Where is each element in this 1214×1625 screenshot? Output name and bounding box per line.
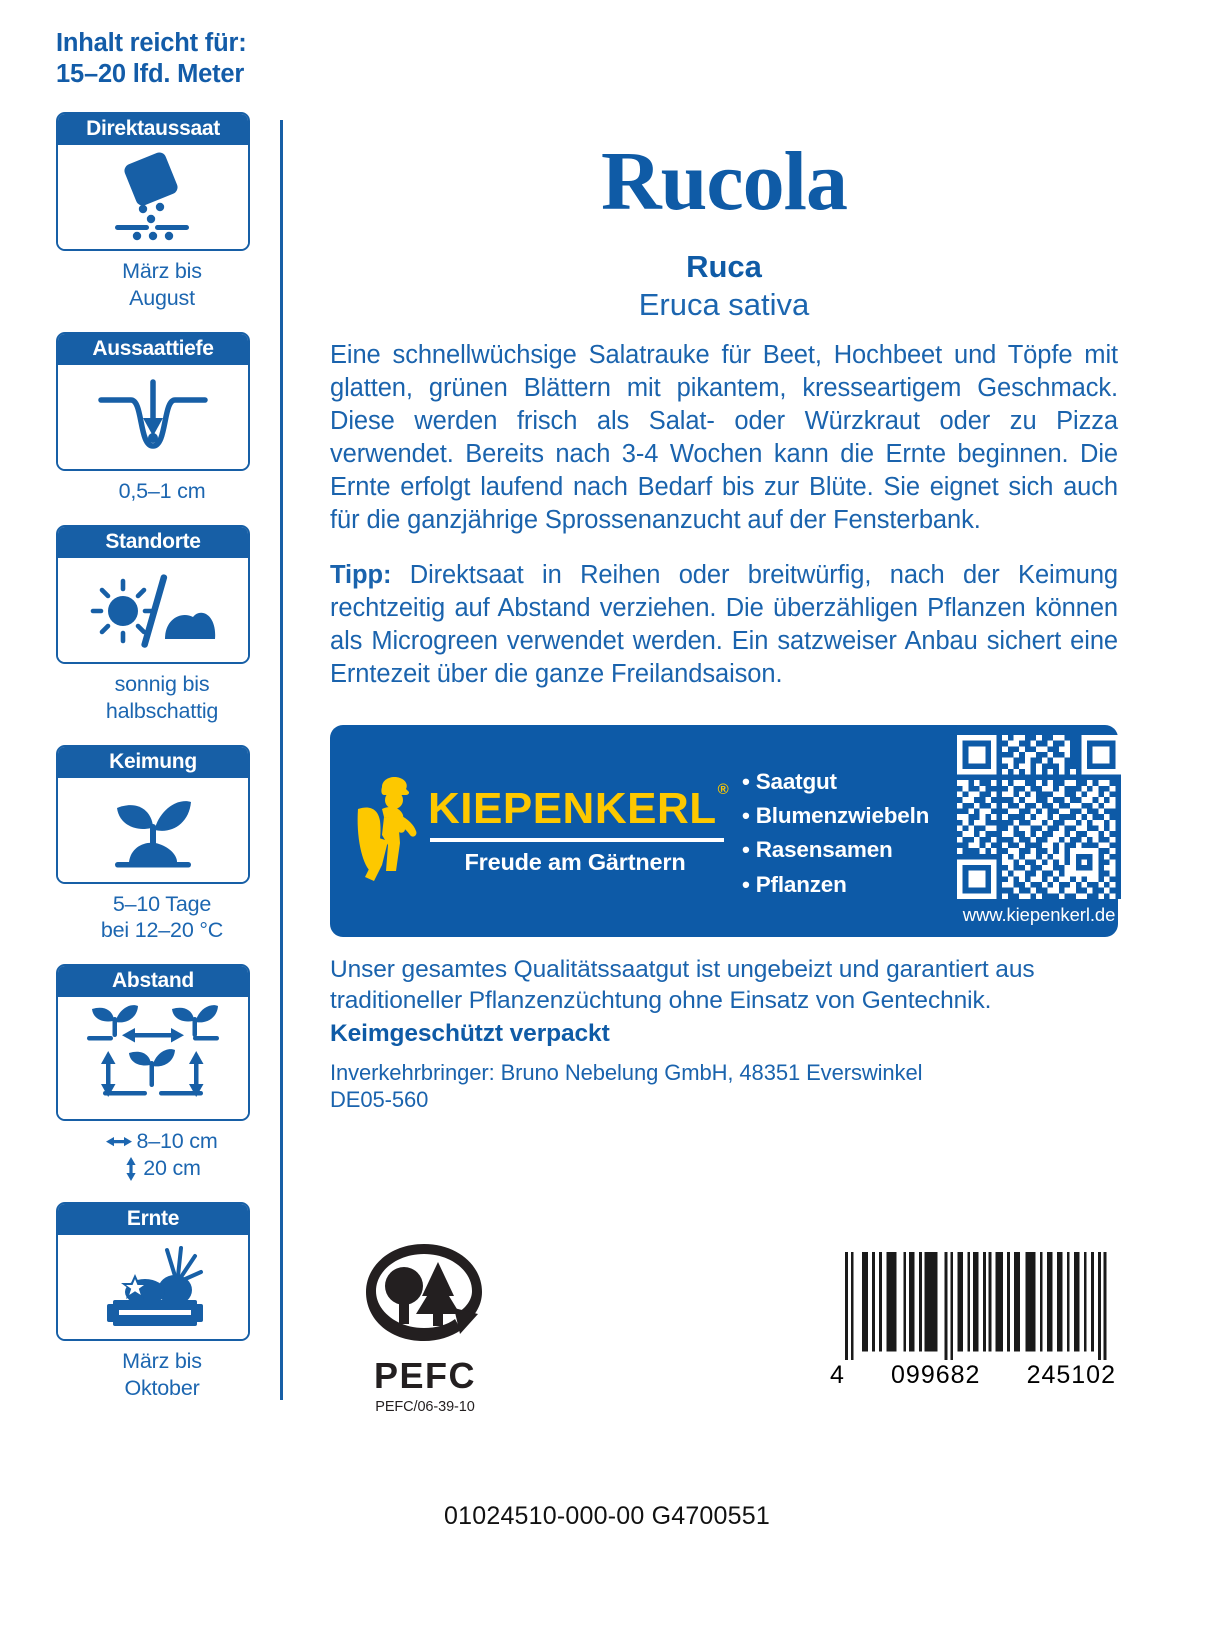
spacing-vertical xyxy=(56,1155,268,1182)
spacing-horizontal xyxy=(56,1128,268,1155)
list-item: • Blumenzwiebeln xyxy=(742,799,957,833)
plant-spacing-icon xyxy=(58,997,248,1119)
caption-line-2: halbschattig xyxy=(105,698,219,723)
info-card xyxy=(56,964,250,1121)
distributor-line-2: DE05-560 xyxy=(330,1087,429,1113)
brand-category-list xyxy=(742,761,957,902)
list-item: • Pflanzen xyxy=(742,868,957,902)
packaging-note: Keimgeschützt verpackt xyxy=(330,1019,610,1047)
barcode-digit-group-1: 4 xyxy=(830,1361,845,1389)
info-block-standorte xyxy=(56,525,268,739)
caption-line-1: März bis xyxy=(122,1349,202,1374)
list-item: • Rasensamen xyxy=(742,833,957,867)
cultivation-sidebar xyxy=(56,28,268,1422)
pefc-wordmark: PEFC xyxy=(373,1355,476,1396)
info-card-title: Direktaussaat xyxy=(58,114,248,145)
brand-wordmark-block xyxy=(428,781,730,876)
content-coverage-value: 15–20 lfd. Meter xyxy=(56,60,245,89)
info-block-abstand xyxy=(56,964,268,1196)
tip-text: Direktsaat in Reihen oder breitwürfig, nach der Keimung rechtzeitig auf Abstand verziehen. Die überzähligen Pflanzen können als Microgreen verwendet werden. Ein satzweiser Anbau sichert eine Erntezeit über die ganze Freilandsaison. xyxy=(330,561,1118,689)
caption-line-2: August xyxy=(129,286,195,311)
brand-wordmark xyxy=(428,781,730,833)
brand-logo xyxy=(356,775,730,887)
common-name: Ruca xyxy=(686,249,762,284)
info-card xyxy=(56,112,250,251)
info-card xyxy=(56,525,250,664)
barcode xyxy=(828,1252,1118,1390)
info-card-caption xyxy=(56,251,268,326)
info-card-title: Abstand xyxy=(58,966,248,997)
info-card-caption xyxy=(56,664,268,739)
info-block-aussaattiefe xyxy=(56,332,268,519)
seedling-icon xyxy=(58,778,248,882)
sowing-depth-icon xyxy=(58,365,248,469)
registered-mark: ® xyxy=(717,781,730,799)
caption-line-2: 20 cm xyxy=(143,1156,201,1181)
info-card-caption xyxy=(56,1121,268,1196)
info-card-caption xyxy=(56,1341,268,1416)
caption-line-1: März bis xyxy=(122,259,202,284)
brand-banner xyxy=(330,725,1118,937)
caption-line-1: sonnig bis xyxy=(114,671,210,696)
main-content xyxy=(330,135,1118,1114)
tip-label: Tipp: xyxy=(330,561,392,590)
caption-line-1: 8–10 cm xyxy=(136,1129,218,1154)
logo-divider-rule xyxy=(430,838,724,842)
brand-name-text: KIEPENKERL xyxy=(428,783,717,833)
info-block-ernte xyxy=(56,1202,268,1416)
content-coverage-label: Inhalt reicht für: xyxy=(56,29,247,57)
qr-block xyxy=(957,735,1121,928)
brand-tagline: Freude am Gärtnern xyxy=(464,848,686,875)
info-card-caption xyxy=(56,884,268,959)
growing-tip xyxy=(330,559,1118,691)
arrow-horizontal-icon xyxy=(106,1133,132,1151)
barcode-digits xyxy=(828,1361,1118,1390)
list-item: • Saatgut xyxy=(742,765,957,799)
info-card xyxy=(56,332,250,471)
kiepenkerl-walking-man-icon xyxy=(356,775,422,887)
product-description: Eine schnellwüchsige Salatrauke für Beet, Hochbeet und Töpfe mit glatten, grünen Blättern mit pikantem, kresseartigem Geschmack. Diese werden frisch als Salat- oder Würzkraut oder zu Pizza verwendet. Bereits nach 3-4 Wochen kann die Ernte beginnen. Die Ernte erfolgt laufend nach Bedarf bis zur Blüte. Sie eignet sich auch für die ganzjährige Sprossenanzucht auf der Fensterbank. xyxy=(330,341,1118,535)
footer-article-code: 01024510-000-00 G4700551 xyxy=(444,1502,770,1530)
qr-code-icon[interactable] xyxy=(957,735,1121,899)
caption-line-2: Oktober xyxy=(124,1375,200,1400)
sun-partial-shade-icon xyxy=(58,558,248,662)
content-coverage xyxy=(56,28,268,90)
quality-statement: Unser gesamtes Qualitätssaatgut ist ungebeizt und garantiert aus traditioneller Pflanzenzüchtung ohne Einsatz von Gentechnik. xyxy=(330,956,1035,1015)
page-title: Rucola xyxy=(601,135,847,228)
caption-line-1: 5–10 Tage xyxy=(112,891,212,916)
info-card xyxy=(56,745,250,884)
barcode-bars xyxy=(828,1252,1118,1360)
info-card-caption xyxy=(56,471,268,519)
barcode-digit-group-3: 245102 xyxy=(1026,1361,1116,1389)
distributor-line-1: Inverkehrbringer: Bruno Nebelung GmbH, 48351 Everswinkel xyxy=(330,1059,923,1085)
info-card-title: Standorte xyxy=(58,527,248,558)
info-card-title: Aussaattiefe xyxy=(58,334,248,365)
pefc-certification xyxy=(330,1238,520,1415)
brand-website[interactable]: www.kiepenkerl.de xyxy=(962,903,1116,925)
distributor-info xyxy=(330,1059,1118,1114)
pefc-logo-icon xyxy=(360,1238,490,1360)
caption-line-2: bei 12–20 °C xyxy=(100,918,224,943)
arrow-vertical-icon xyxy=(123,1157,139,1181)
caption-line-1: 0,5–1 cm xyxy=(118,478,206,503)
barcode-digit-group-2: 099682 xyxy=(891,1361,981,1389)
seed-sowing-icon xyxy=(58,145,248,249)
info-card xyxy=(56,1202,250,1341)
info-card-title: Ernte xyxy=(58,1204,248,1235)
pefc-code: PEFC/06-39-10 xyxy=(375,1399,475,1415)
certification-barcode-row xyxy=(330,1238,1118,1418)
vertical-divider xyxy=(280,120,283,1400)
info-block-direktaussaat xyxy=(56,112,268,326)
info-block-keimung xyxy=(56,745,268,959)
info-card-title: Keimung xyxy=(58,747,248,778)
botanical-name: Eruca sativa xyxy=(638,287,810,323)
harvest-crate-icon xyxy=(58,1235,248,1339)
